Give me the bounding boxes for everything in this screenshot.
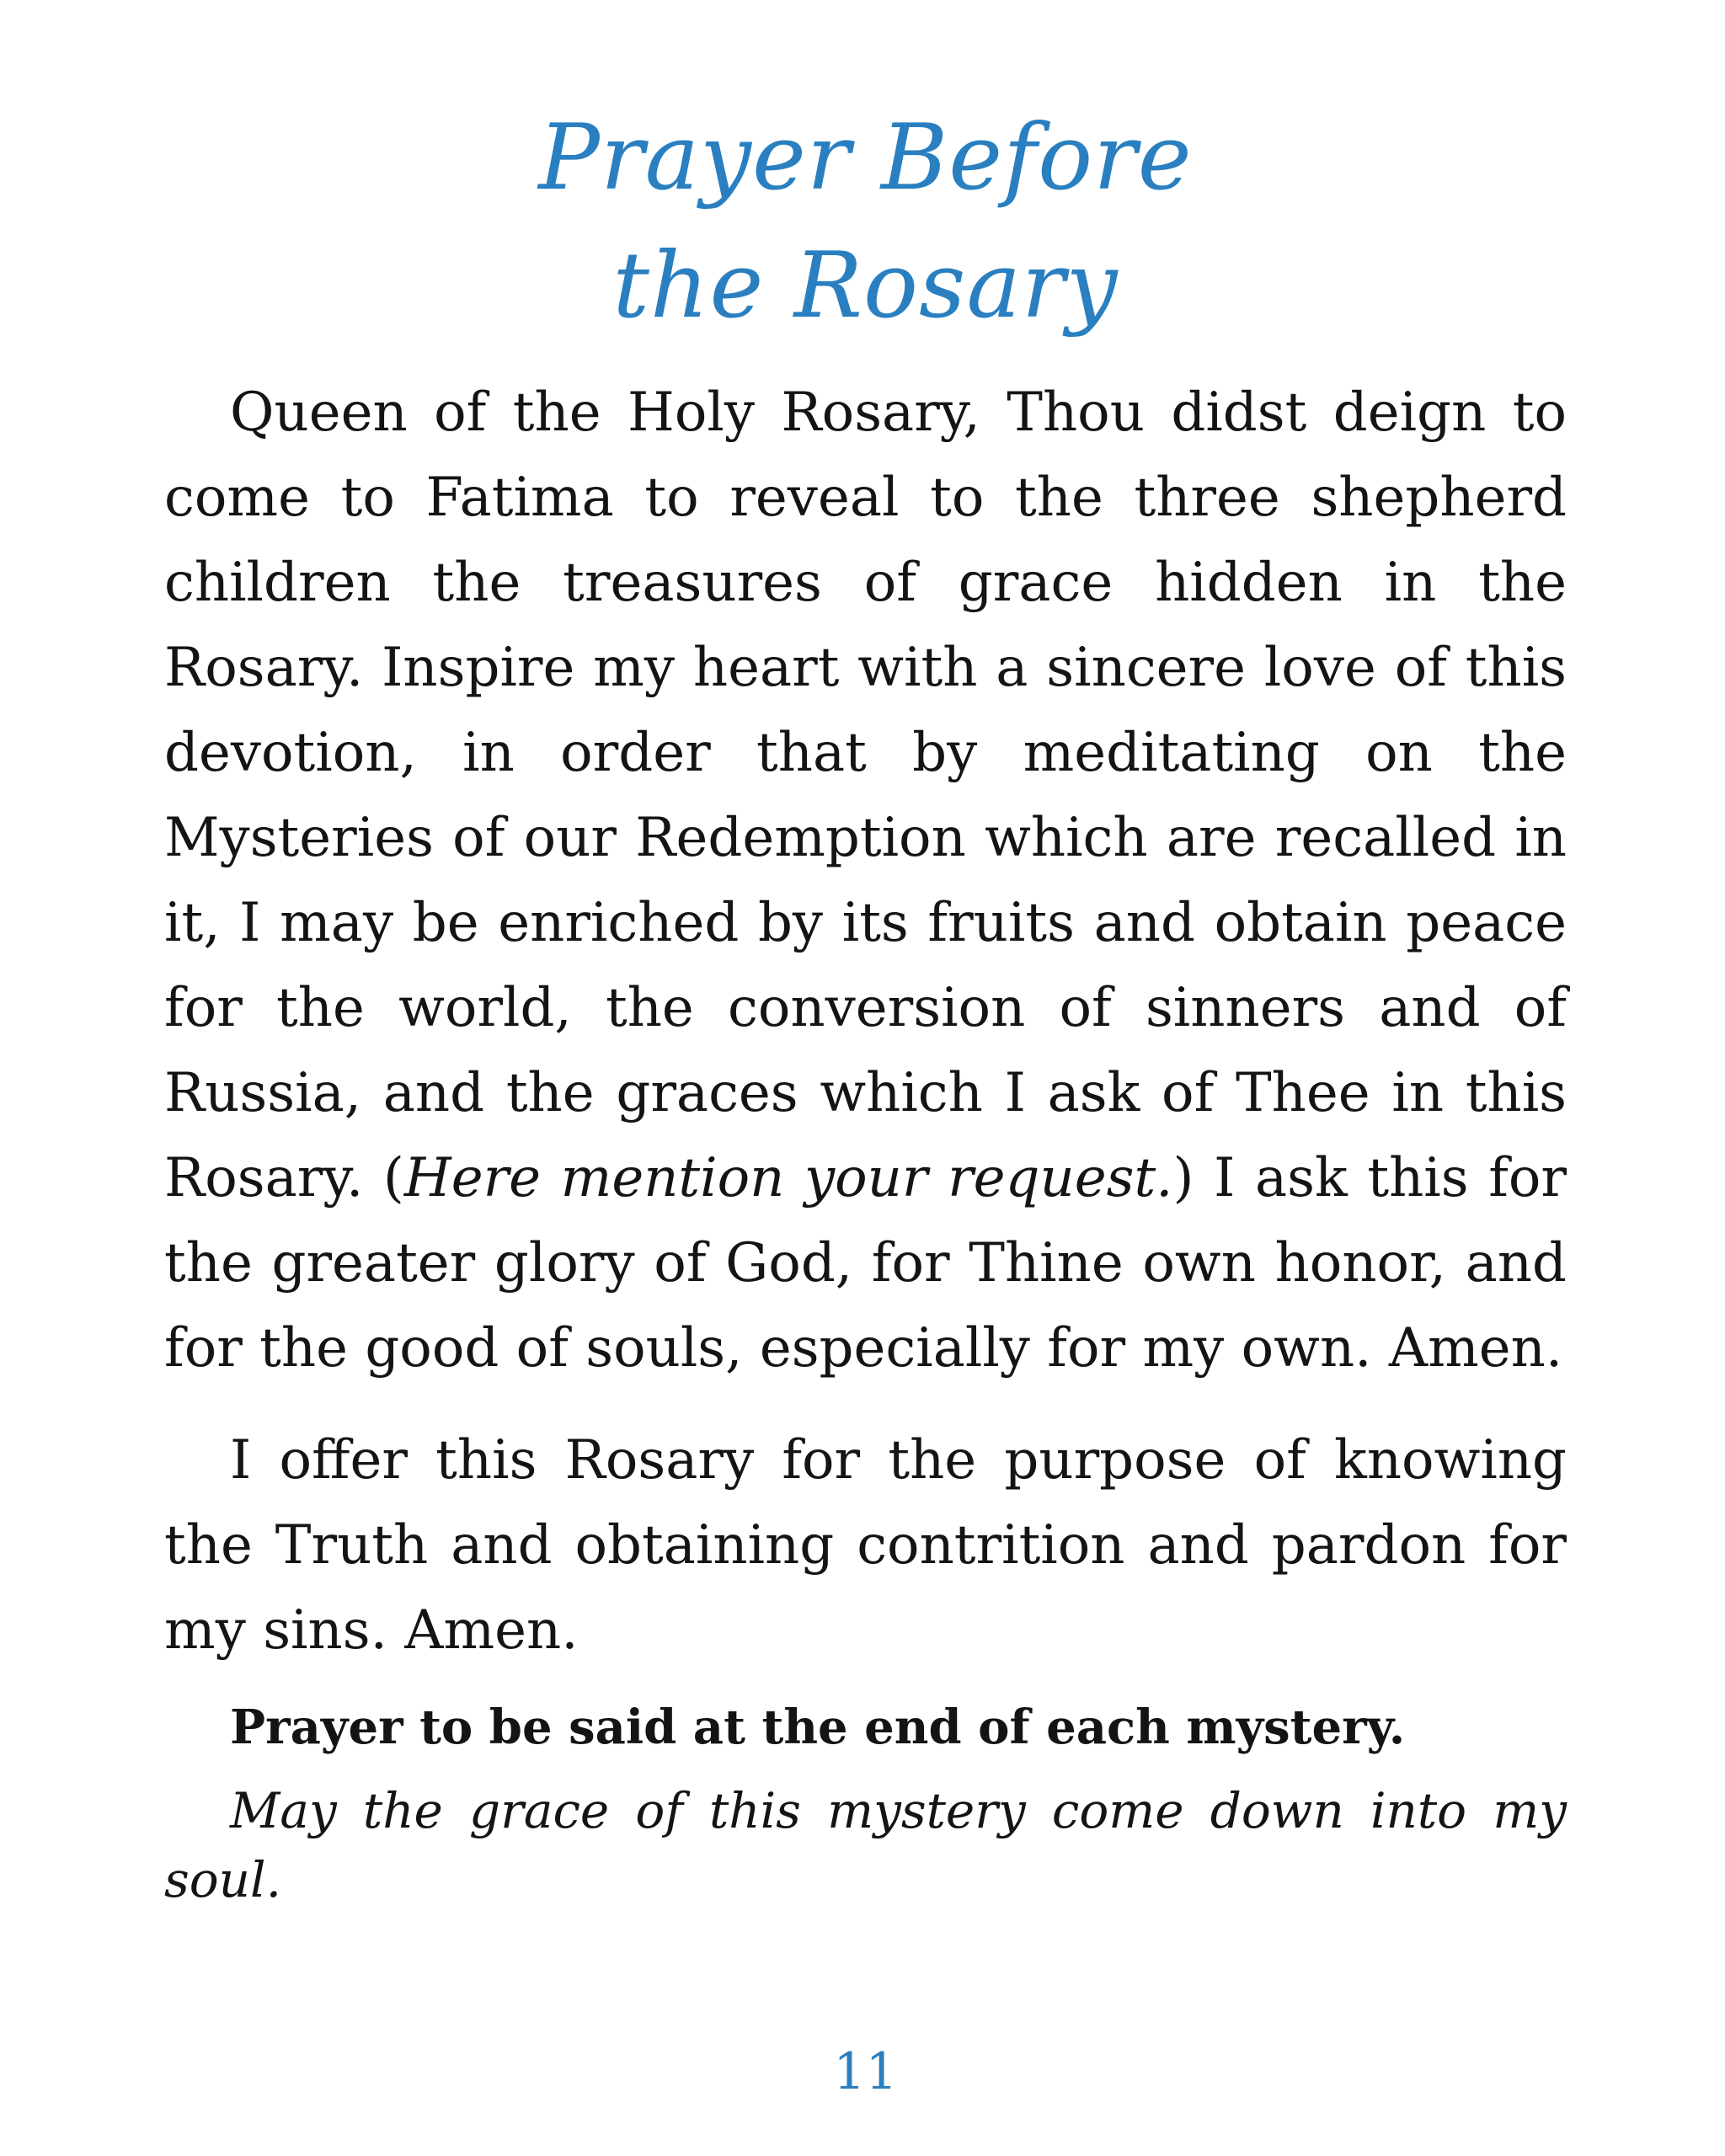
- prayer-paragraph-2: I offer this Rosary for the purpose of knowing the Truth and obtaining contrition and pardon for my sins. Amen.: [164, 1429, 1567, 1662]
- title-line-2: the Rosary: [612, 233, 1119, 339]
- mystery-prayer-text: May the grace of this mystery come down into my soul.: [164, 1782, 1567, 1908]
- title-line-1: Prayer Before: [538, 105, 1193, 211]
- paragraph-1-text-end: ) I ask this for the greater glory of God, for Thine own honor, and for the good of souls, especially for my own. Amen.: [164, 1147, 1567, 1380]
- paragraph-1-italic-instruction: Here mention your request.: [403, 1147, 1173, 1209]
- mystery-prayer-heading: Prayer to be said at the end of each mystery.: [230, 1700, 1406, 1755]
- prayer-paragraph-1: [164, 371, 1567, 1391]
- page-number: 11: [833, 2042, 898, 2101]
- page-title: [164, 94, 1567, 350]
- prayer-body: [164, 371, 1567, 1914]
- document-page: [164, 0, 1567, 2156]
- paragraph-1-text-start: Queen of the Holy Rosary, Thou didst deign to come to Fatima to reveal to the three shepherd children the treasures of grace hidden in the Rosary. Inspire my heart with a sincere love of this devotion, in order that by meditating on the Mysteries of our Redemption which are recalled in it, I may be enriched by its fruits and obtain peace for the world, the conversion of sinners and of Russia, and the graces which I ask of Thee in this Rosary. (: [164, 382, 1567, 1209]
